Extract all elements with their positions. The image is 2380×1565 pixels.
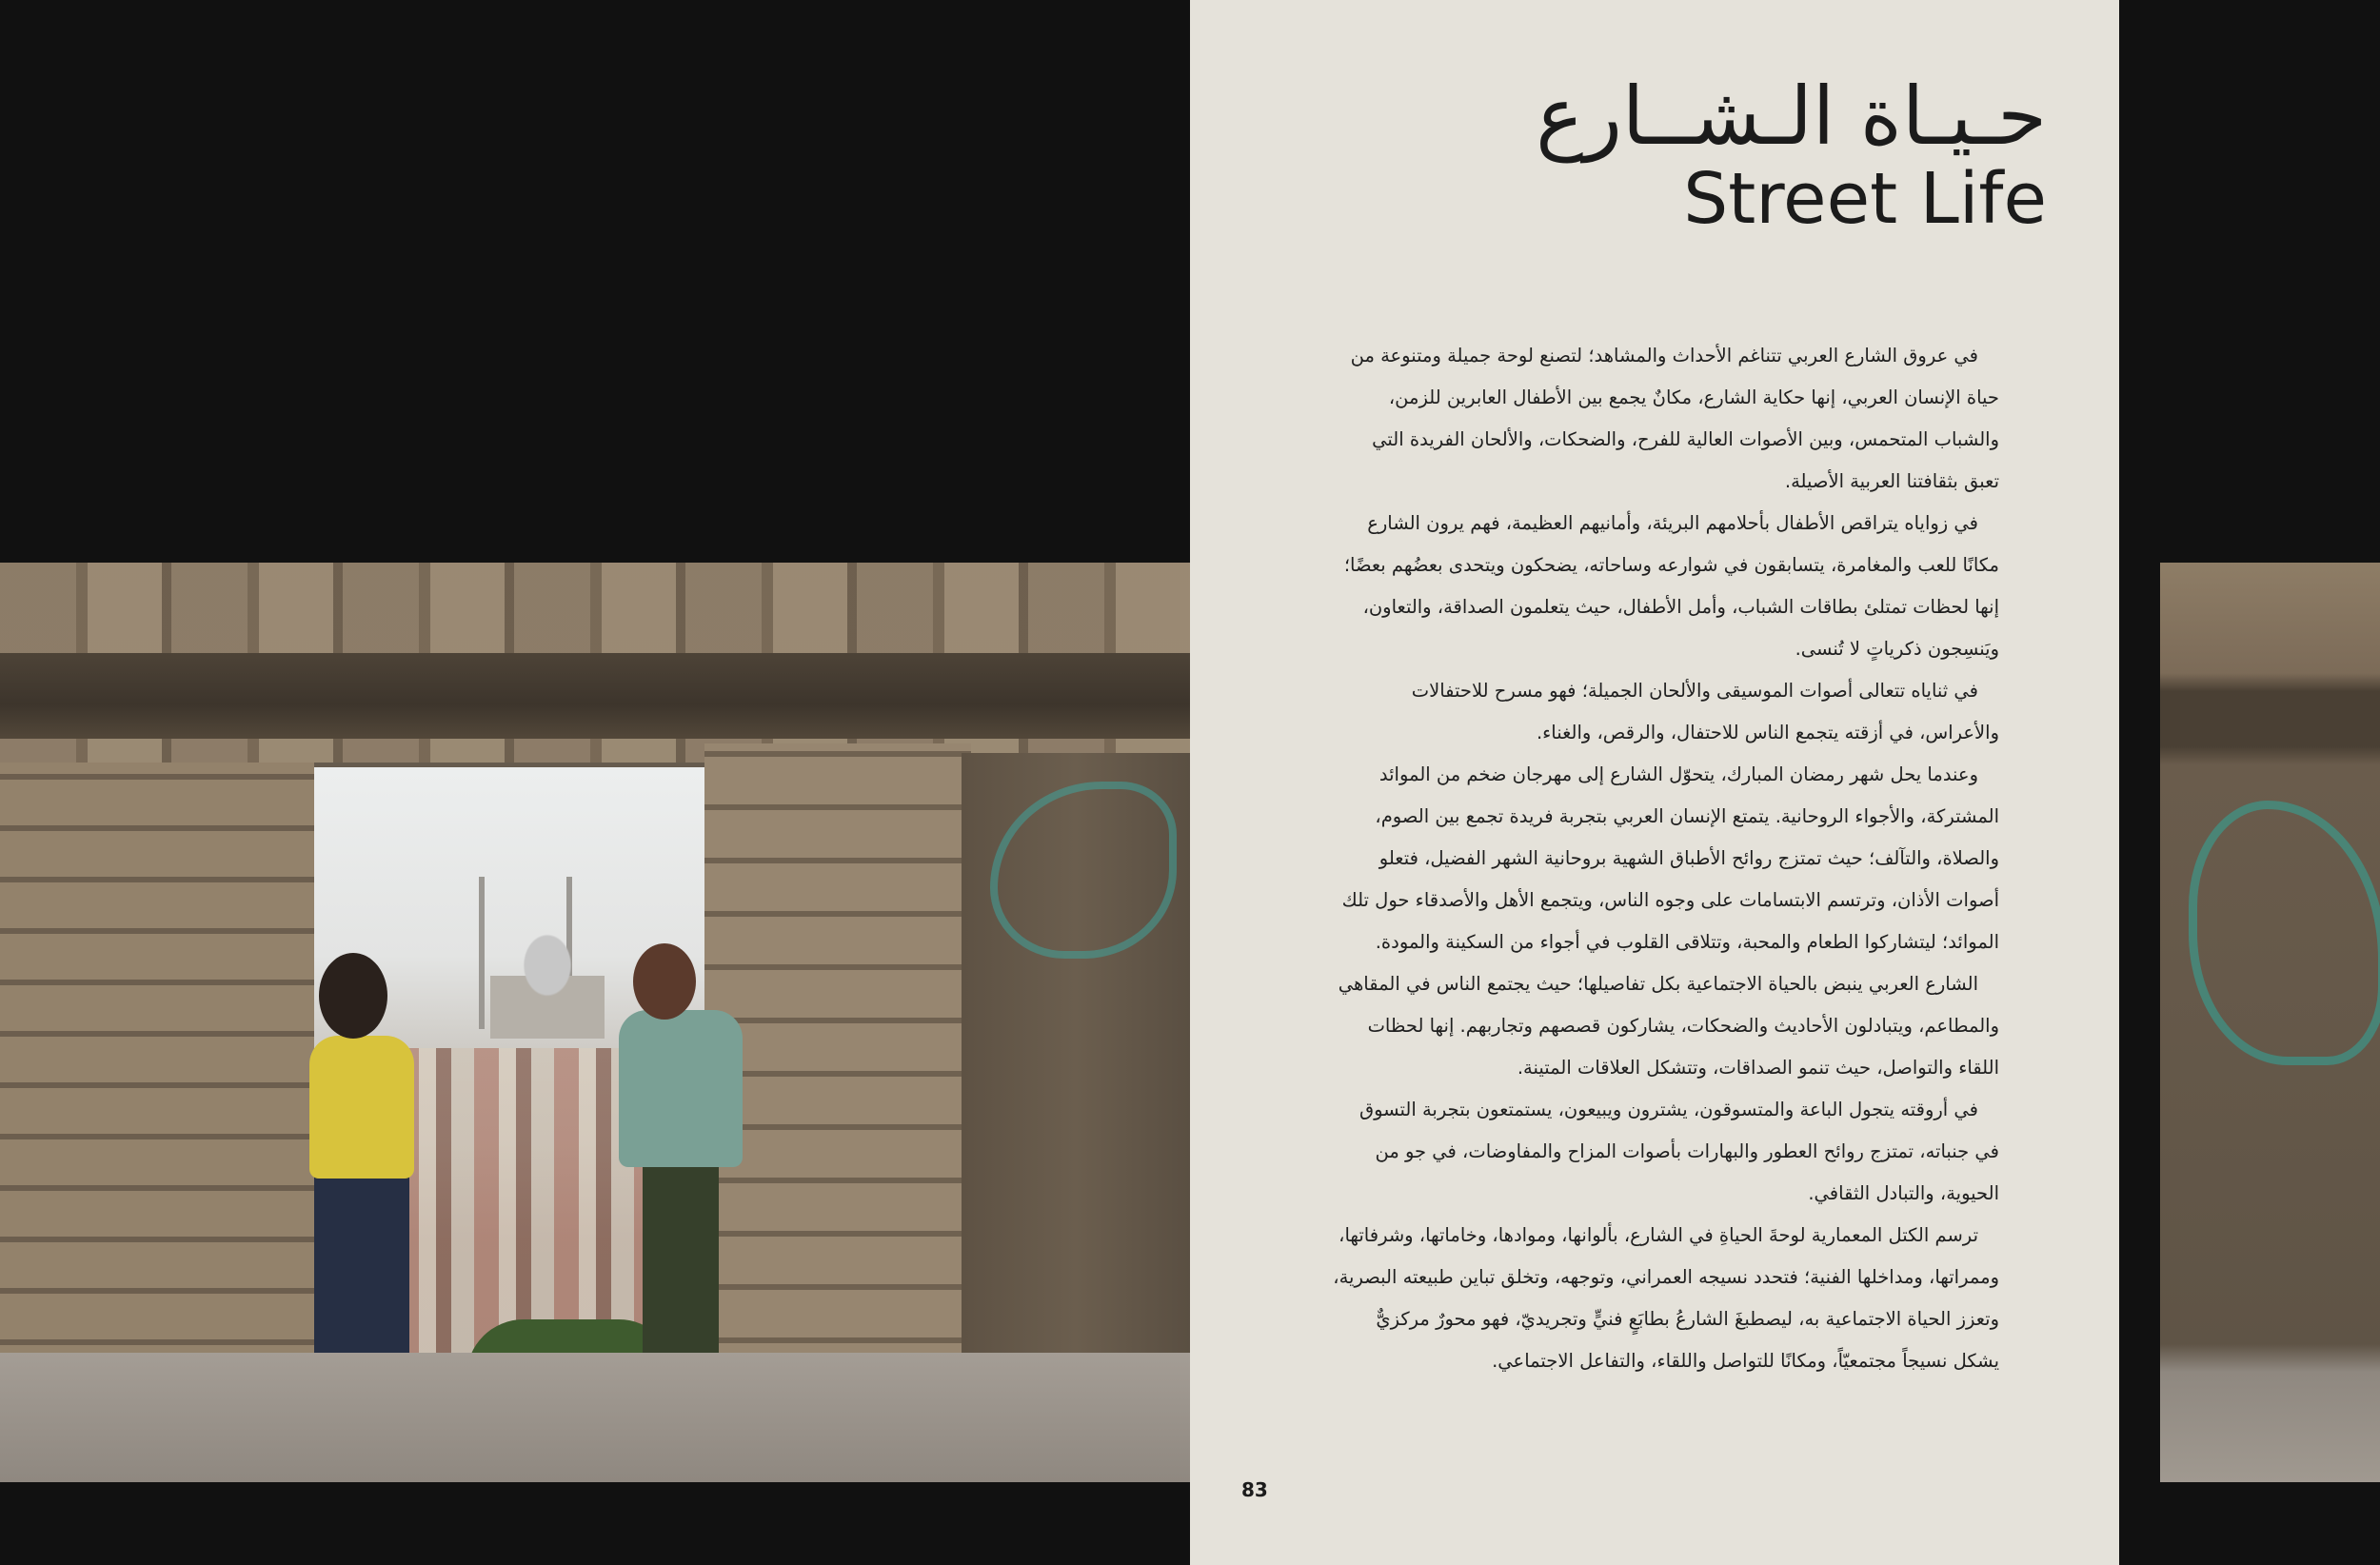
mosque-dome xyxy=(490,934,605,1039)
minaret-left xyxy=(479,877,485,1029)
title-arabic: حـيـاة الـشــارع xyxy=(1536,69,2047,163)
street-photo xyxy=(0,563,1190,1482)
paragraph: في أروقته يتجول الباعة والمتسوقون، يشترون ويبيعون، يستمتعون بتجربة التسوق في جنباته، تمتزج روائح العطور والبهارات بأصوات المزاح والمفاوضات، في جو من الحيوية، والتبادل الثقافي. xyxy=(1359,1099,1999,1204)
page-number: 83 xyxy=(1241,1478,1268,1501)
paragraph: ترسم الكتل المعمارية لوحةَ الحياةِ في الشارع، بألوانها، وموادها، وخاماتها، وشرفاتها، وممراتها، ومداخلها الفنية؛ فتحدد نسيجه العمراني، وتوجهه، وتخلق تباين طبيعته البصرية، وتعزز الحياة الاجتماعية به، ليصطبغَ الشارعُ بطابَعٍ فنيٍّ وتجريديّ، فهو محورٌ مركزيٌّ يشكل نسيجاً مجتمعيّاً، ومكانًا للتواصل واللقاء، والتفاعل الاجتماعي. xyxy=(1333,1224,1999,1372)
boy-right-head xyxy=(633,943,696,1020)
boy-right-shirt xyxy=(619,1010,743,1167)
boy-right-legs xyxy=(643,1162,719,1353)
boy-left-shirt xyxy=(309,1036,414,1179)
stone-wall-middle xyxy=(704,743,971,1391)
boy-left-head xyxy=(319,953,387,1039)
paragraph: في ثناياه تتعالى أصوات الموسيقى والألحان الجميلة؛ فهو مسرح للاحتفالات والأعراس، في أزقته يتجمع الناس للاحتفال، والرقص، والغناء. xyxy=(1411,680,1999,743)
title-english: Street Life xyxy=(1683,158,2047,240)
wooden-beam xyxy=(0,653,1190,739)
stone-wall-left xyxy=(0,763,314,1391)
ground xyxy=(0,1353,1190,1482)
article-body xyxy=(1333,335,1999,1382)
paragraph: في زواياه يتراقص الأطفال بأحلامهم البريئة، وأمانيهم العظيمة، فهم يرون الشارع مكانًا للعب والمغامرة، يتسابقون في شوارعه وساحاته، يضحكون ويتحدى بعضُهم بعضًا؛ إنها لحظات تمتلئ بطاقات الشباب، وأمل الأطفال، حيث يتعلمون الصداقة، والتعاون، ويَنسِجون ذكرياتٍ لا تُنسى. xyxy=(1343,512,1999,660)
paragraph: في عروق الشارع العربي تتناغم الأحداث والمشاهد؛ لتصنع لوحة جميلة ومتنوعة من حياة الإنسان العربي، إنها حكاية الشارع، مكانٌ يجمع بين الأطفال العابرين للزمن، والشباب المتحمس، وبين الأصوات العالية للفرح، والضحكات، والألحان الفريدة التي تعبق بثقافتنا العربية الأصيلة. xyxy=(1350,345,1999,492)
paragraph: الشارع العربي ينبض بالحياة الاجتماعية بكل تفاصيلها؛ حيث يجتمع الناس في المقاهي والمطاعم، ويتبادلون الأحاديث والضحكات، يشاركون قصصهم وتجاربهم. إنها لحظات اللقاء والتواصل، حيث تنمو الصداقات، وتتشكل العلاقات المتينة. xyxy=(1338,973,1999,1079)
boy-left-legs xyxy=(314,1172,409,1353)
next-page-photo xyxy=(2160,563,2380,1482)
graffiti xyxy=(2189,801,2380,1065)
paragraph: وعندما يحل شهر رمضان المبارك، يتحوّل الشارع إلى مهرجان ضخم من الموائد المشتركة، والأجواء الروحانية. يتمتع الإنسان العربي بتجربة فريدة تجمع بين الصوم، والصلاة، والتآلف؛ حيث تمتزج روائح الأطباق الشهية بروحانية الشهر الفضيل، فتعلو أصوات الأذان، وترتسم الابتسامات على وجوه الناس، ويتجمع الأهل والأصدقاء حول تلك الموائد؛ ليتشاركوا الطعام والمحبة، وتتلاقى القلوب في أجواء من السكينة والمودة. xyxy=(1341,763,1999,953)
